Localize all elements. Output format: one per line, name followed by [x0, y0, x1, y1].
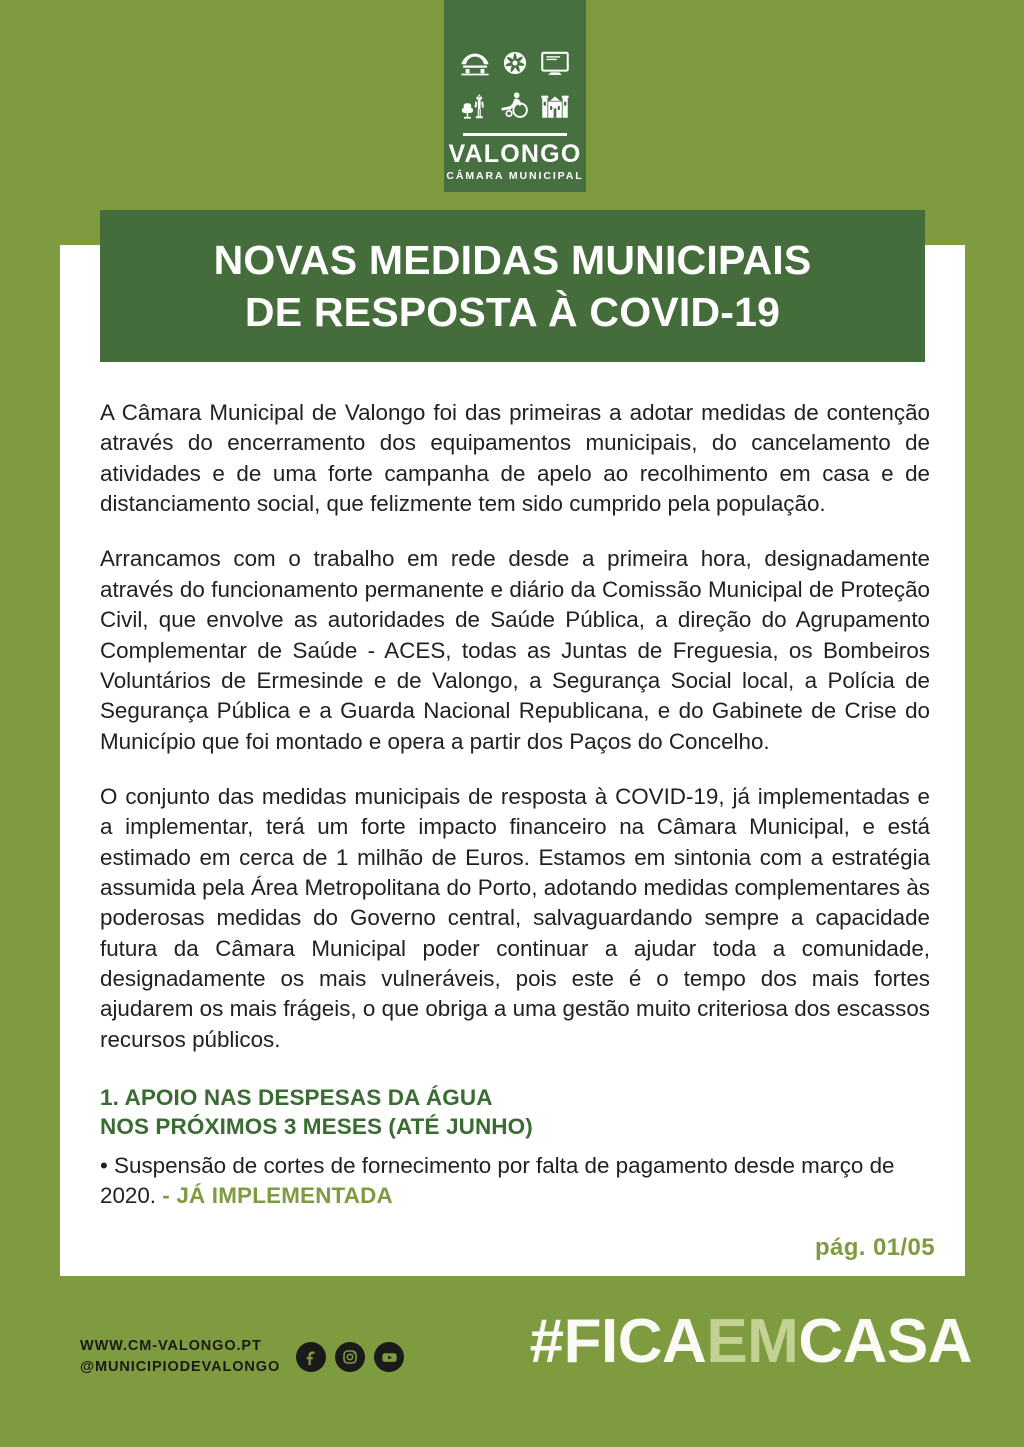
trilobite-fossil-icon	[498, 46, 532, 80]
section-heading-line-1: 1. APOIO NAS DESPESAS DA ÁGUA	[100, 1085, 493, 1111]
instagram-icon[interactable]	[335, 1342, 365, 1372]
page-title-line-1: NOVAS MEDIDAS MUNICIPAIS	[213, 236, 812, 283]
page-title-line-2: DE RESPOSTA À COVID-19	[244, 289, 781, 335]
wheelchair-athlete-icon	[498, 88, 532, 122]
footer-urls	[80, 1336, 280, 1378]
hashtag-casa: CASA	[798, 1307, 972, 1376]
hashtag-fica: #FICA	[529, 1307, 707, 1376]
computer-monitor-icon	[538, 46, 572, 80]
page-number: pág. 01/05	[814, 1234, 935, 1261]
youtube-icon[interactable]	[374, 1342, 404, 1372]
bullet-text: • Suspensão de cortes de fornecimento por falta de pagamento desde março de 2020.	[100, 1153, 895, 1209]
title-banner	[100, 210, 925, 362]
facebook-icon[interactable]	[296, 1342, 326, 1372]
network-paragraph: Arrancamos com o trabalho em rede desde a primeira hora, designadamente através do funcionamento permanente e diário da Comissão Municipal de Proteção Civil, que envolve as autoridades de Saúde Pública, a direção do Agrupamento Complementar de Saúde - ACES, todas as Juntas de Freguesia, os Bombeiros Voluntários de Ermesinde e de Valongo, a Segurança Social local, a Polícia de Segurança Pública e a Guarda Nacional Republicana, e do Gabinete de Crise do Município que foi montado e opera a partir dos Paços do Concelho.	[100, 546, 930, 754]
footer-contact-group	[80, 1336, 404, 1378]
section-heading-line-2: NOS PRÓXIMOS 3 MESES (ATÉ JUNHO)	[100, 1113, 533, 1139]
measure-bullet-list	[100, 1151, 930, 1211]
social-handle[interactable]: @MUNICIPIODEVALONGO	[80, 1359, 281, 1376]
website-url[interactable]: WWW.CM-VALONGO.PT	[80, 1338, 262, 1354]
measure-bullet-item	[100, 1151, 930, 1211]
footer-bar	[0, 1276, 1024, 1447]
church-building-icon	[538, 88, 572, 122]
logo-icon-grid	[458, 44, 572, 124]
social-links	[296, 1342, 404, 1372]
hashtag-em: EM	[706, 1307, 799, 1376]
logo-name: VALONGO	[448, 140, 582, 168]
dolmen-icon	[458, 46, 492, 80]
intro-paragraph: A Câmara Municipal de Valongo foi das primeiras a adotar medidas de contenção através do encerramento dos equipamentos municipais, do cancelamento de atividades e de uma forte campanha de apelo ao recolhimento em casa e de distanciamento social, que felizmente tem sido cumprido pela população.	[100, 400, 930, 517]
financial-paragraph: O conjunto das medidas municipais de resposta à COVID-19, já implementadas e a implementar, terá um forte impacto financeiro na Câmara Municipal, e está estimado em cerca de 1 milhão de Euros. Estamos em sintonia com a estratégia assumida pela Área Metropolitana do Porto, adotando medidas complementares às poderosas medidas do Governo central, salvaguardando sempre a capacidade futura da Câmara Municipal poder continuar a ajudar toda a comunidade, designadamente os mais vulneráveis, pois este é o tempo dos mais fortes ajudarem os mais frágeis, o que obriga a uma gestão muito criteriosa dos escassos recursos públicos.	[100, 783, 930, 1052]
body-content	[100, 398, 930, 1211]
logo-subtitle: CÂMARA MUNICIPAL	[446, 170, 584, 182]
valongo-logo-block	[444, 0, 586, 192]
plant-and-statue-icon	[458, 88, 492, 122]
campaign-hashtag	[529, 1307, 972, 1376]
logo-divider	[463, 133, 567, 136]
status-badge: - JÁ IMPLEMENTADA	[162, 1183, 393, 1209]
measure-section-1	[100, 1084, 930, 1211]
